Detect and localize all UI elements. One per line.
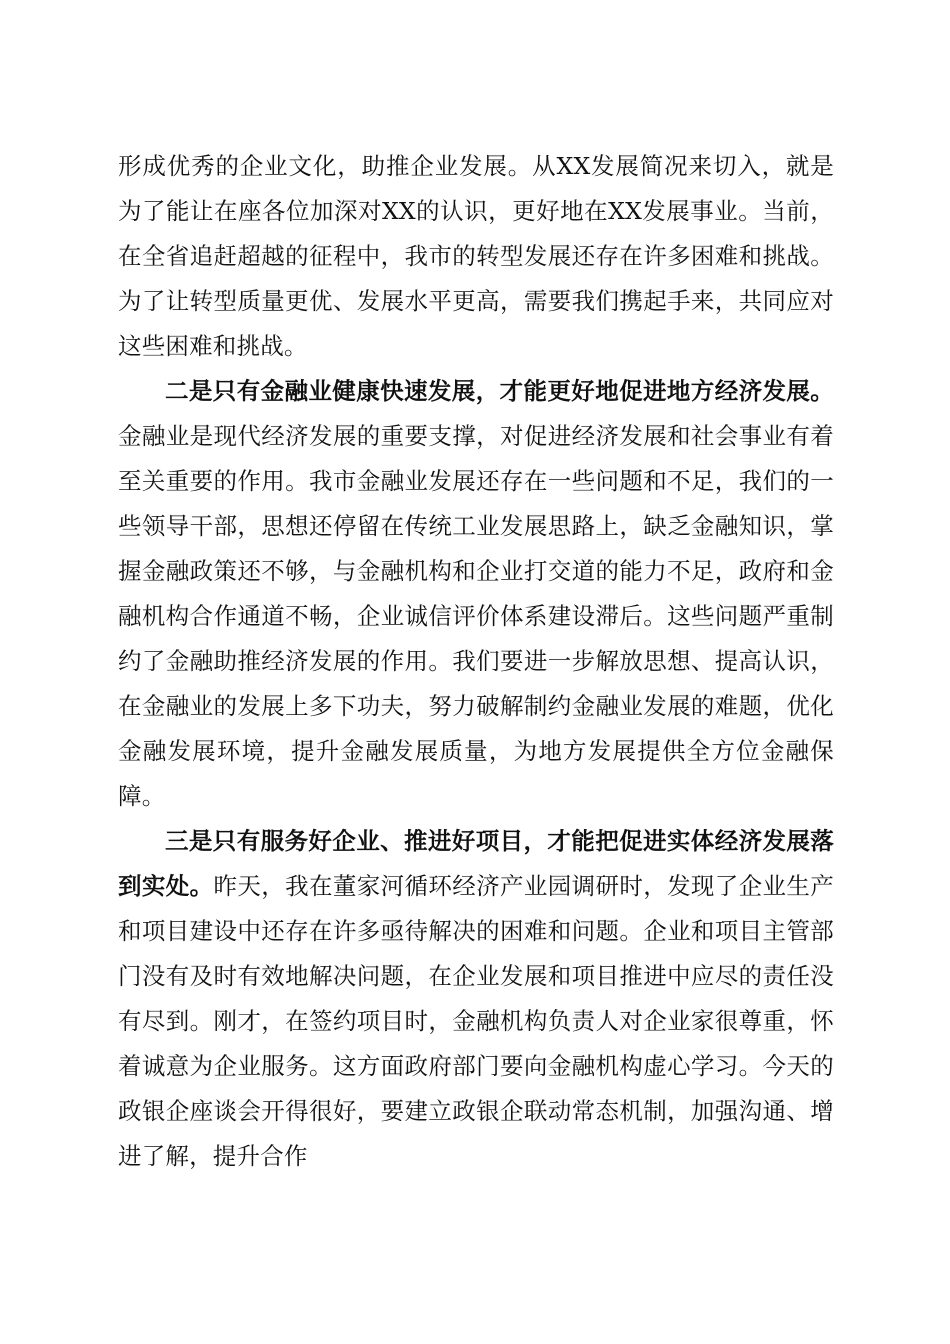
paragraph-body: 形成优秀的企业文化，助推企业发展。从XX发展简况来切入，就是为了能让在座各位加深对XX的认识，更好地在XX发展事业。当前，在全省追赶超越的征程中，我市的转型发展还存在许多困难和挑战。为了让转型质量更优、发展水平更高，需要我们携起手来，共同应对这些困难和挑战。 [118, 152, 834, 360]
paragraph-body: 金融业是现代经济发展的重要支撑，对促进经济发展和社会事业有着至关重要的作用。我市金融业发展还存在一些问题和不足，我们的一些领导干部，思想还停留在传统工业发展思路上，缺乏金融知识，掌握金融政策还不够，与金融机构和企业打交道的能力不足，政府和金融机构合作通道不畅，企业诚信评价体系建设滞后。这些问题严重制约了金融助推经济发展的作用。我们要进一步解放思想、提高认识，在金融业的发展上多下功夫，努力破解制约金融业发展的难题，优化金融发展环境，提升金融发展质量，为地方发展提供全方位金融保障。 [118, 422, 834, 810]
paragraph-point-three [118, 819, 834, 1179]
paragraph-lead-sentence: 三是只有服务好企业、推进好项目，才能把促进实体经济发展落到实处。 [118, 827, 834, 900]
paragraph-continuation [118, 144, 834, 369]
paragraph-point-two [118, 369, 834, 819]
paragraph-body: 昨天，我在董家河循环经济产业园调研时，发现了企业生产和项目建设中还存在许多亟待解决的困难和问题。企业和项目主管部门没有及时有效地解决问题，在企业发展和项目推进中应尽的责任没有尽到。刚才，在签约项目时，金融机构负责人对企业家很尊重，怀着诚意为企业服务。这方面政府部门要向金融机构虚心学习。今天的政银企座谈会开得很好，要建立政银企联动常态机制，加强沟通、增进了解，提升合作 [118, 872, 834, 1170]
document-body [118, 144, 834, 1179]
paragraph-lead-sentence: 二是只有金融业健康快速发展，才能更好地促进地方经济发展。 [165, 377, 834, 405]
